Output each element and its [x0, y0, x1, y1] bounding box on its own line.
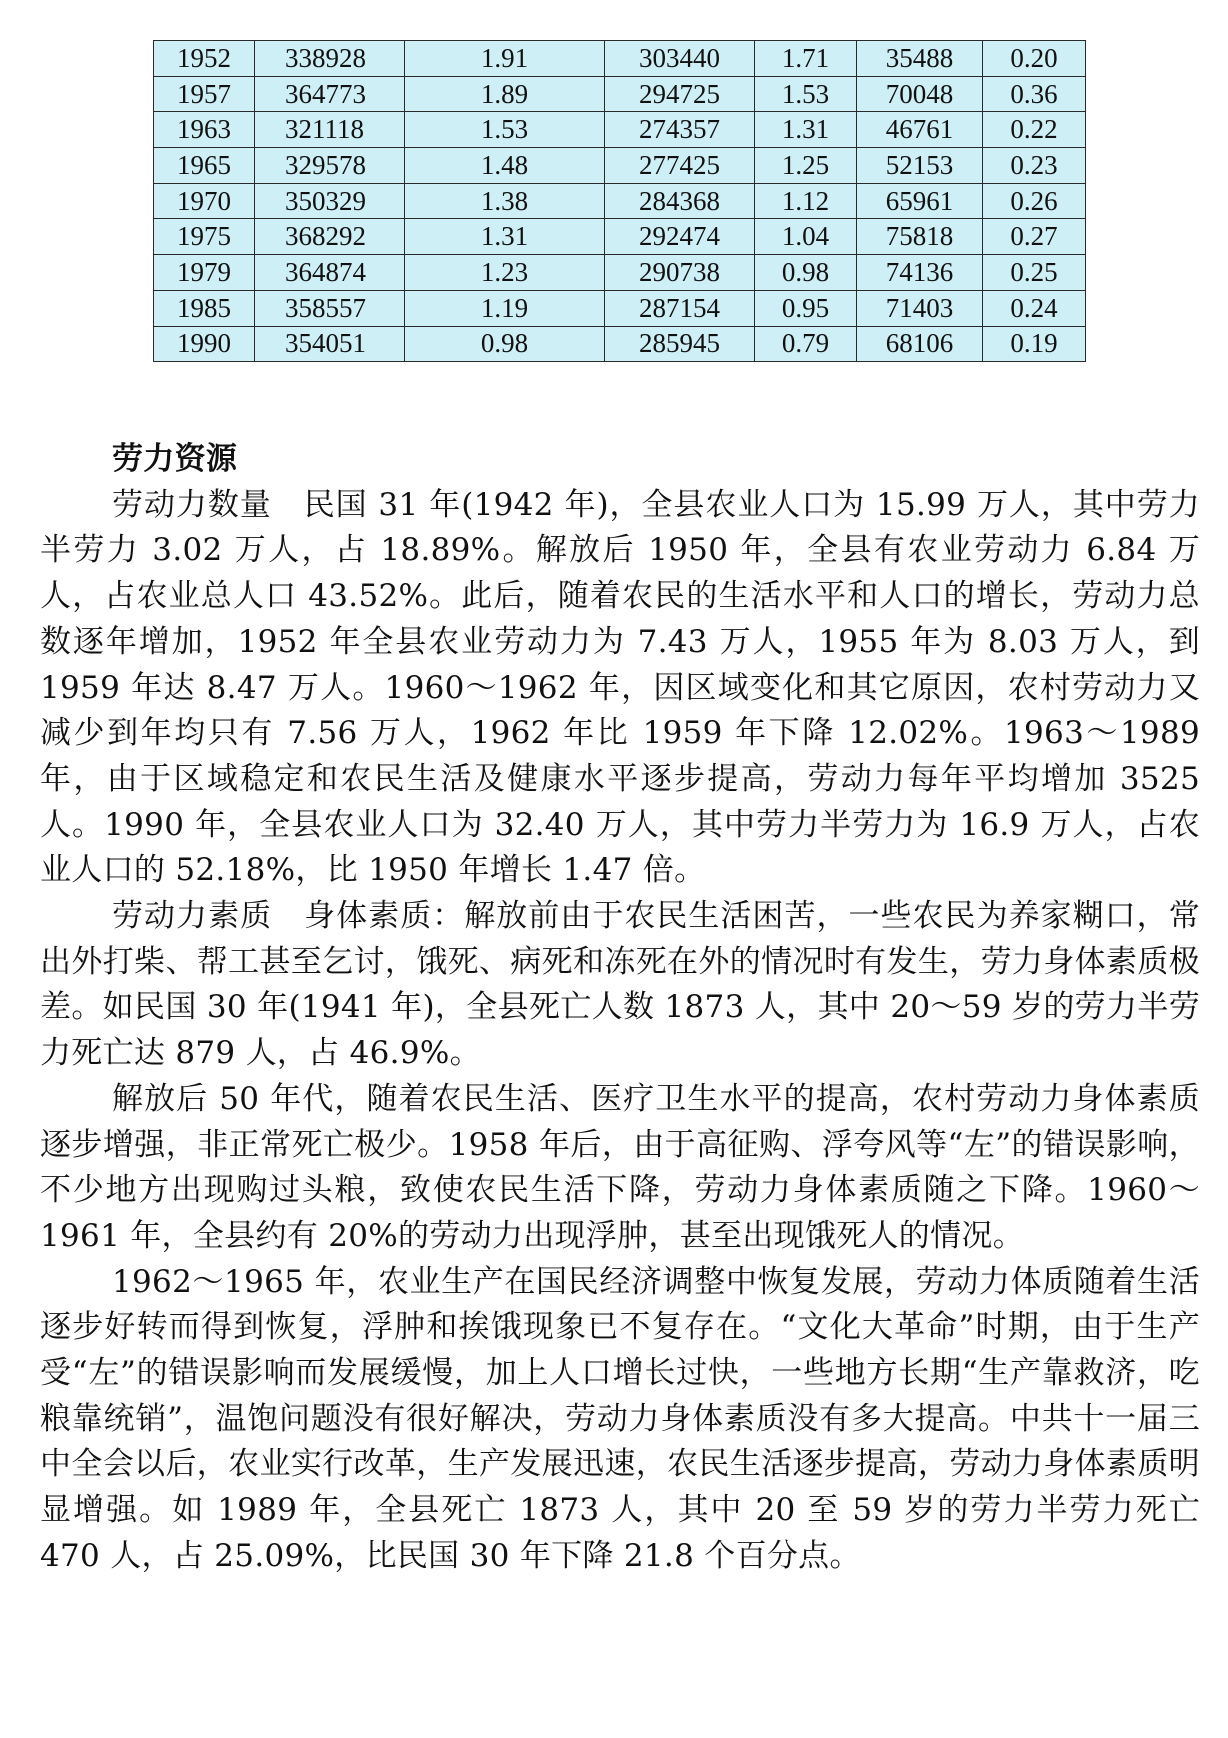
- table-cell: 1.71: [755, 41, 857, 77]
- table-cell: 0.24: [983, 290, 1086, 326]
- table-cell: 1.23: [405, 255, 605, 291]
- paragraph-post-liberation: 解放后 50 年代，随着农民生活、医疗卫生水平的提高，农村劳动力身体素质逐步增强，非正常死亡极少。1958 年后，由于高征购、浮夸风等“左”的错误影响，不少地方出现购过头粮，致使农民生活下降，劳动力身体素质随之下降。1960～1961 年，全县约有 20%的劳动力出现浮肿，甚至出现饿死人的情况。: [40, 1080, 1200, 1254]
- table-row: [154, 148, 1086, 184]
- table-cell: 1952: [154, 41, 255, 77]
- table-cell: 0.19: [983, 326, 1086, 362]
- table-row: [154, 290, 1086, 326]
- table-cell: 1.19: [405, 290, 605, 326]
- table-cell: 75818: [857, 219, 983, 255]
- table-cell: 290738: [605, 255, 755, 291]
- table-cell: 1.12: [755, 183, 857, 219]
- table-cell: 0.26: [983, 183, 1086, 219]
- table-cell: 292474: [605, 219, 755, 255]
- table-cell: 1.48: [405, 148, 605, 184]
- paragraph-labor-quality: 劳动力素质 身体素质：解放前由于农民生活困苦，一些农民为养家糊口，常出外打柴、帮工甚至乞讨，饿死、病死和冻死在外的情况时有发生，劳力身体素质极差。如民国 30 年(1941 年)，全县死亡人数 1873 人，其中 20～59 岁的劳力半劳力死亡达 879 人，占 46.9%。: [40, 898, 1200, 1072]
- table-cell: 364874: [255, 255, 405, 291]
- table-cell: 338928: [255, 41, 405, 77]
- table-cell: 70048: [857, 76, 983, 112]
- table-cell: 1.31: [405, 219, 605, 255]
- table-cell: 0.27: [983, 219, 1086, 255]
- data-table: [153, 40, 1086, 362]
- table-cell: 1990: [154, 326, 255, 362]
- table-cell: 354051: [255, 326, 405, 362]
- table-cell: 65961: [857, 183, 983, 219]
- table-cell: 284368: [605, 183, 755, 219]
- section-heading: 劳力资源: [112, 441, 238, 477]
- table-cell: 71403: [857, 290, 983, 326]
- table-cell: 52153: [857, 148, 983, 184]
- table-cell: 1.53: [405, 112, 605, 148]
- table-cell: 46761: [857, 112, 983, 148]
- table-row: [154, 326, 1086, 362]
- table-cell: 368292: [255, 219, 405, 255]
- table-cell: 0.98: [755, 255, 857, 291]
- table-cell: 1965: [154, 148, 255, 184]
- table-cell: 321118: [255, 112, 405, 148]
- table-cell: 1.25: [755, 148, 857, 184]
- table-cell: 1.91: [405, 41, 605, 77]
- table-cell: 287154: [605, 290, 755, 326]
- table-cell: 74136: [857, 255, 983, 291]
- table-row: [154, 183, 1086, 219]
- table-cell: 1.38: [405, 183, 605, 219]
- table-cell: 1.31: [755, 112, 857, 148]
- table-cell: 0.79: [755, 326, 857, 362]
- table-cell: 68106: [857, 326, 983, 362]
- table-cell: 0.98: [405, 326, 605, 362]
- table-cell: 1.53: [755, 76, 857, 112]
- table-cell: 364773: [255, 76, 405, 112]
- table-cell: 303440: [605, 41, 755, 77]
- table-cell: 1963: [154, 112, 255, 148]
- table-row: [154, 76, 1086, 112]
- table-cell: 1975: [154, 219, 255, 255]
- table-cell: 1970: [154, 183, 255, 219]
- table-row: [154, 255, 1086, 291]
- table-cell: 274357: [605, 112, 755, 148]
- table-cell: 1.89: [405, 76, 605, 112]
- table-cell: 0.22: [983, 112, 1086, 148]
- table-cell: 329578: [255, 148, 405, 184]
- table-cell: 0.23: [983, 148, 1086, 184]
- body-text: [40, 437, 1200, 1580]
- table-cell: 0.95: [755, 290, 857, 326]
- table-cell: 285945: [605, 326, 755, 362]
- table-cell: 0.36: [983, 76, 1086, 112]
- table-cell: 294725: [605, 76, 755, 112]
- table-cell: 1979: [154, 255, 255, 291]
- table-row: [154, 41, 1086, 77]
- paragraph-reform-era: 1962～1965 年，农业生产在国民经济调整中恢复发展，劳动力体质随着生活逐步好转而得到恢复，浮肿和挨饿现象已不复存在。“文化大革命”时期，由于生产受“左”的错误影响而发展缓慢，加上人口增长过快，一些地方长期“生产靠救济，吃粮靠统销”，温饱问题没有很好解决，劳动力身体素质没有多大提高。中共十一届三中全会以后，农业实行改革，生产发展迅速，农民生活逐步提高，劳动力身体素质明显增强。如 1989 年，全县死亡 1873 人，其中 20 至 59 岁的劳力半劳力死亡 470 人，占 25.09%，比民国 30 年下降 21.8 个百分点。: [40, 1263, 1200, 1574]
- table-cell: 0.25: [983, 255, 1086, 291]
- table-cell: 35488: [857, 41, 983, 77]
- table-cell: 1.04: [755, 219, 857, 255]
- table-row: [154, 219, 1086, 255]
- table-cell: 277425: [605, 148, 755, 184]
- table-cell: 358557: [255, 290, 405, 326]
- table-body: [154, 41, 1086, 362]
- table-cell: 350329: [255, 183, 405, 219]
- paragraph-labor-quantity: 劳动力数量 民国 31 年(1942 年)，全县农业人口为 15.99 万人，其中劳力半劳力 3.02 万人，占 18.89%。解放后 1950 年，全县有农业劳动力 6.84 万人，占农业总人口 43.52%。此后，随着农民的生活水平和人口的增长，劳动力总数逐年增加，1952 年全县农业劳动力为 7.43 万人，1955 年为 8.03 万人，到 1959 年达 8.47 万人。1960～1962 年，因区域变化和其它原因，农村劳动力又减少到年均只有 7.56 万人，1962 年比 1959 年下降 12.02%。1963～1989 年，由于区域稳定和农民生活及健康水平逐步提高，劳动力每年平均增加 3525 人。1990 年，全县农业人口为 32.40 万人，其中劳力半劳力为 16.9 万人，占农业人口的 52.18%，比 1950 年增长 1.47 倍。: [40, 486, 1200, 889]
- table-cell: 1957: [154, 76, 255, 112]
- table-row: [154, 112, 1086, 148]
- table-cell: 1985: [154, 290, 255, 326]
- table-cell: 0.20: [983, 41, 1086, 77]
